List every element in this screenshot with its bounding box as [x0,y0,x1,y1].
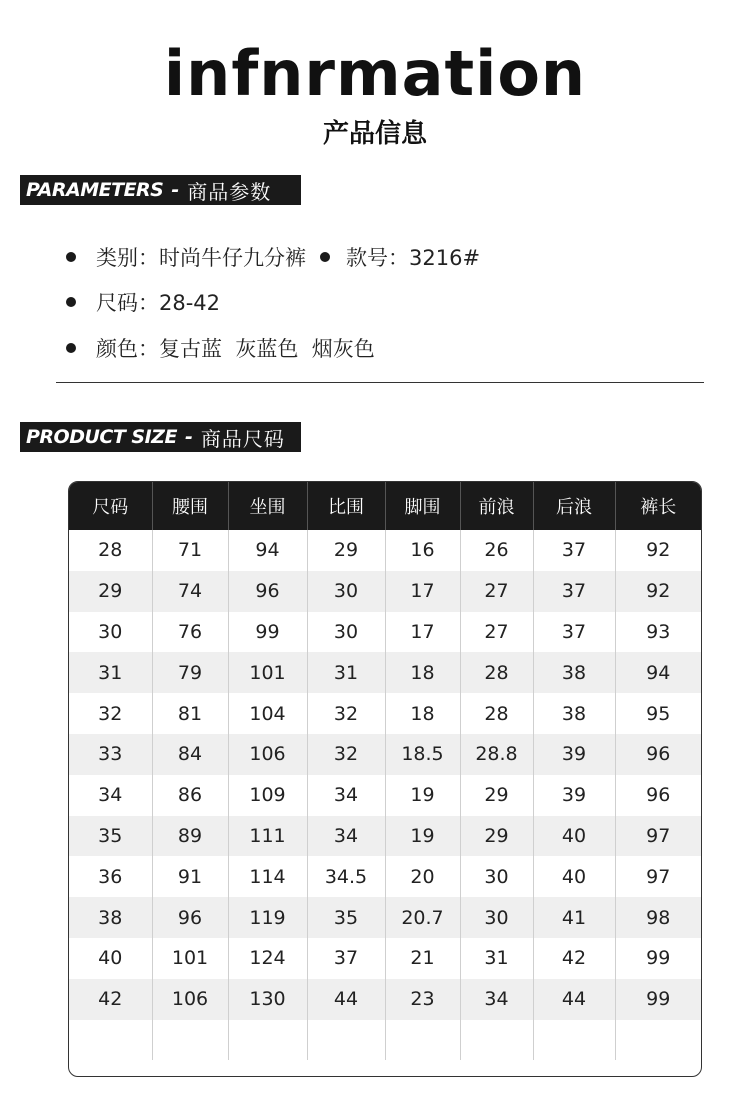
parameters-section-header [20,175,301,205]
table-cell: 98 [615,897,701,938]
table-row [69,530,701,571]
table-cell [228,1020,307,1061]
table-cell: 93 [646,620,671,643]
table-cell: 130 [228,979,307,1020]
table-cell: 17 [385,571,460,612]
table-cell: 42 [69,979,152,1020]
table-cell: 38 [69,897,152,938]
table-cell: 86 [152,775,228,816]
size-label-dash: - [184,426,193,448]
table-cell [69,1020,152,1061]
table-cell: 29 [69,571,152,612]
table-cell: 95 [646,702,671,725]
size-label-en: PRODUCT SIZE [26,426,177,448]
table-cell [533,1020,615,1061]
table-cell: 28 [460,652,533,693]
table-cell: 94 [615,652,701,693]
table-cell: 91 [152,856,228,897]
param-category: 类别：时尚牛仔九分裤 [96,246,306,270]
table-cell: 111 [228,816,307,857]
table-header-cell: 裤长 [615,482,701,530]
table-cell: 32 [69,693,152,734]
table-cell: 92 [615,571,701,612]
bullet-icon [66,297,76,307]
table-header-cell: 比围 [307,482,385,530]
table-cell [307,1020,385,1061]
param-size: 尺码：28-42 [96,291,221,315]
table-row [69,979,701,1020]
table-header-cell: 坐围 [228,482,307,530]
table-row [69,571,701,612]
table-cell: 29 [307,530,385,571]
table-cell: 29 [460,775,533,816]
table-cell: 96 [228,571,307,612]
table-cell: 32 [307,693,385,734]
table-cell: 37 [533,530,615,571]
table-cell: 106 [152,979,228,1020]
table-cell [615,1020,701,1061]
table-cell: 30 [307,612,385,653]
table-cell: 33 [69,734,152,775]
table-header-cell: 腰围 [152,482,228,530]
table-cell: 31 [69,652,152,693]
table-row [69,734,701,775]
table-cell: 96 [615,734,701,775]
table-cell: 44 [533,979,615,1020]
table-header-cell: 前浪 [460,482,533,530]
table-cell: 89 [152,816,228,857]
table-cell: 101 [152,938,228,979]
table-cell: 40 [533,816,615,857]
table-cell: 74 [152,571,228,612]
table-cell: 18 [385,652,460,693]
table-cell: 99 [646,947,671,970]
page-subtitle: 产品信息 [322,119,427,149]
table-row [69,897,701,938]
table-cell: 39 [533,775,615,816]
table-cell: 99 [615,979,701,1020]
table-cell: 34 [307,816,385,857]
table-cell: 34 [460,979,533,1020]
table-cell: 124 [228,938,307,979]
table-cell: 94 [228,530,307,571]
table-cell: 37 [533,612,615,653]
param-row-category [66,242,480,272]
table-cell: 81 [152,693,228,734]
table-cell: 18 [385,693,460,734]
size-section-header [20,422,301,452]
table-row [69,816,701,857]
table-row [69,612,701,653]
table-cell: 97 [615,816,701,857]
table-cell: 38 [533,693,615,734]
table-cell: 21 [385,938,460,979]
table-cell: 20 [385,856,460,897]
table-cell: 23 [385,979,460,1020]
table-row [69,693,701,734]
table-row [69,652,701,693]
table-cell: 27 [460,571,533,612]
table-cell: 101 [228,652,307,693]
table-cell: 30 [69,612,152,653]
table-cell: 92 [646,539,671,562]
table-cell: 16 [385,530,460,571]
table-cell: 40 [69,938,152,979]
table-cell: 109 [228,775,307,816]
page-title: infnrmation [163,37,587,110]
bullet-icon [66,343,76,353]
table-cell: 96 [152,897,228,938]
parameters-label-cn: 商品参数 [187,179,272,204]
table-cell: 20.7 [385,897,460,938]
param-style-no: 款号：3216# [346,246,481,270]
table-header-cell: 尺码 [69,482,152,530]
table-cell: 38 [533,652,615,693]
table-cell: 28 [460,693,533,734]
table-cell: 34 [307,775,385,816]
table-row [69,938,701,979]
table-cell: 19 [385,775,460,816]
table-cell: 31 [307,652,385,693]
table-cell: 104 [228,693,307,734]
size-label-cn: 商品尺码 [200,426,285,451]
table-cell: 39 [533,734,615,775]
table-cell: 76 [152,612,228,653]
section-divider [56,382,704,383]
table-row [69,775,701,816]
table-cell [460,1020,533,1061]
table-cell: 34.5 [307,856,385,897]
size-table [68,481,702,1077]
table-cell [385,1020,460,1061]
table-cell [152,1020,228,1061]
table-header-cell: 后浪 [533,482,615,530]
table-cell: 41 [533,897,615,938]
table-header-row [69,482,701,530]
table-cell: 30 [460,856,533,897]
table-cell: 40 [533,856,615,897]
table-header-cell: 脚围 [385,482,460,530]
table-cell: 18.5 [385,734,460,775]
table-cell: 97 [646,865,671,888]
table-cell: 36 [69,856,152,897]
bullet-icon [320,252,330,262]
table-cell: 79 [152,652,228,693]
table-cell: 35 [69,816,152,857]
table-cell: 30 [307,571,385,612]
table-cell: 99 [228,612,307,653]
table-cell: 27 [460,612,533,653]
table-cell: 96 [646,784,671,807]
parameters-label-dash: - [171,179,180,201]
table-cell: 71 [152,530,228,571]
table-cell: 44 [307,979,385,1020]
table-cell: 30 [460,897,533,938]
table-cell: 31 [460,938,533,979]
table-cell: 32 [307,734,385,775]
table-cell: 34 [69,775,152,816]
bullet-icon [66,252,76,262]
table-cell: 28 [69,530,152,571]
param-row-color [66,333,375,363]
table-cell: 17 [385,612,460,653]
table-row [69,1020,701,1061]
table-cell: 114 [228,856,307,897]
parameters-label-en: PARAMETERS [26,179,164,201]
table-cell: 19 [385,816,460,857]
param-row-size [66,287,220,317]
table-cell: 42 [533,938,615,979]
table-cell: 119 [228,897,307,938]
table-cell: 26 [460,530,533,571]
table-cell: 37 [533,571,615,612]
table-cell: 106 [228,734,307,775]
table-cell: 84 [152,734,228,775]
table-row [69,856,701,897]
table-cell: 28.8 [460,734,533,775]
table-cell: 35 [307,897,385,938]
table-cell: 37 [307,938,385,979]
table-cell: 29 [460,816,533,857]
param-color: 颜色：复古蓝 灰蓝色 烟灰色 [96,337,375,361]
